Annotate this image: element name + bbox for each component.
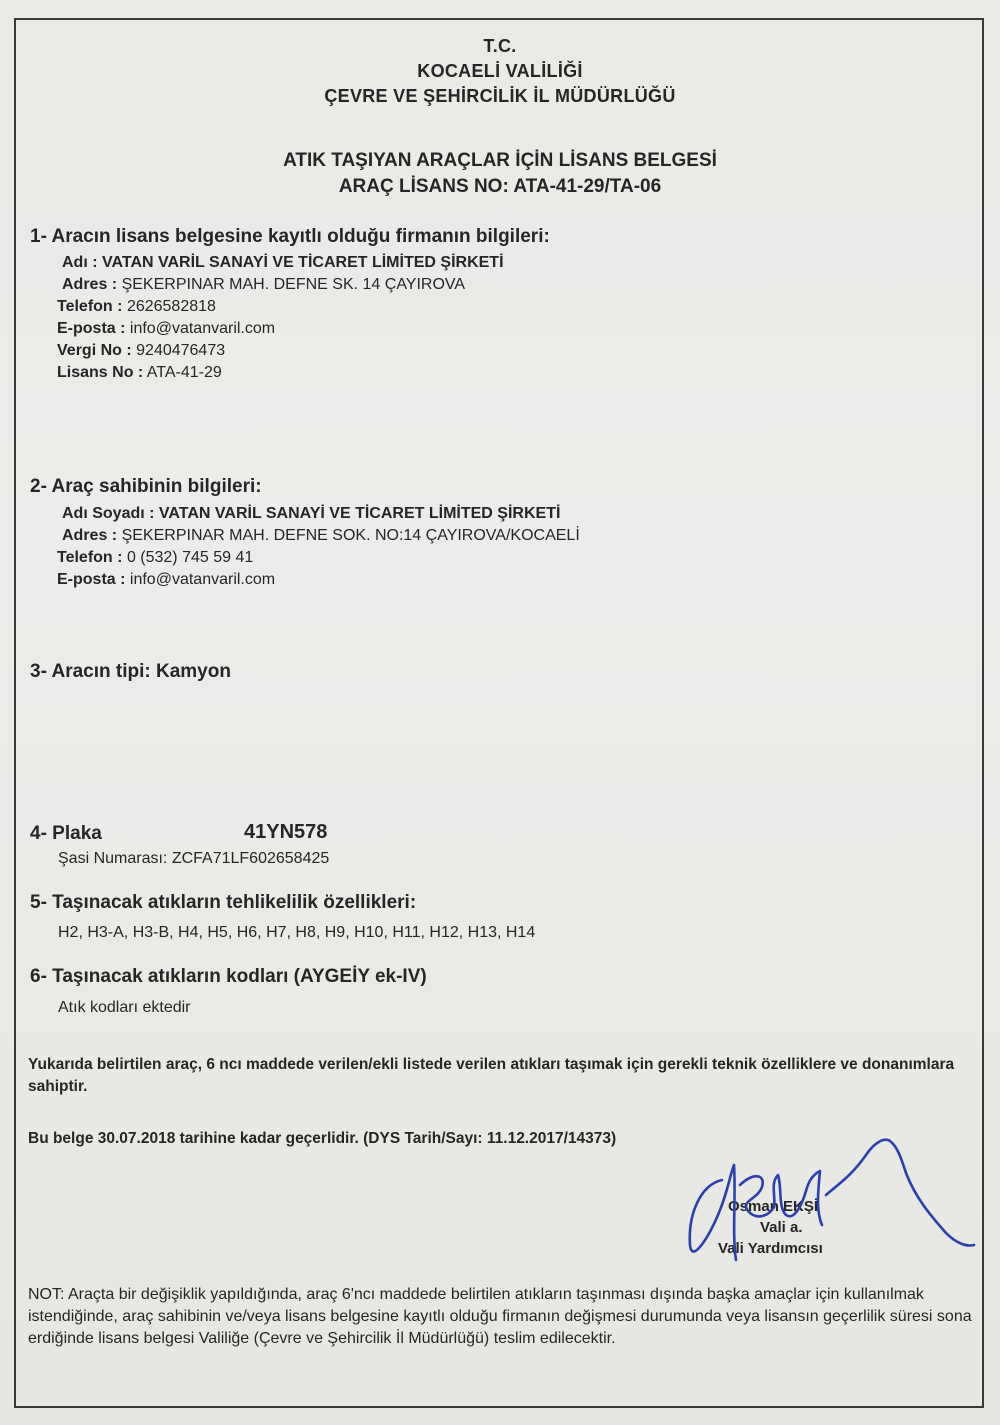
section5-heading: 5- Taşınacak atıkların tehlikelilik özellikleri: [30, 892, 417, 913]
signatory-title-deputy: Vali Yardımcısı [718, 1240, 823, 1257]
compliance-statement: Yukarıda belirtilen araç, 6 ncı maddede verilen/ekli listede verilen atıkları taşımak için gerekli teknik özelliklere ve donanımlara sahiptir. [28, 1056, 955, 1095]
section1-license-row [57, 364, 222, 382]
signatory-name: Osman EKŞİ [728, 1198, 819, 1215]
section2-heading: 2- Araç sahibinin bilgileri: [30, 476, 262, 497]
section1-address-value: ŞEKERPINAR MAH. DEFNE SK. 14 ÇAYIROVA [121, 276, 466, 293]
section2-name-value: VATAN VARİL SANAYİ VE TİCARET LİMİTED ŞİRKETİ [158, 505, 561, 522]
waste-codes-text: Atık kodları ektedir [58, 999, 191, 1016]
section2-email-value: info@vatanvaril.com [129, 571, 276, 588]
section1-tax-row [57, 342, 225, 360]
validity-statement: Bu belge 30.07.2018 tarihine kadar geçerlidir. (DYS Tarih/Sayı: 11.12.2017/14373) [28, 1130, 617, 1147]
license-number-title: ARAÇ LİSANS NO: ATA-41-29/TA-06 [338, 176, 662, 197]
section1-email-label: E-posta : [57, 320, 126, 337]
section1-phone-label: Telefon : [57, 298, 123, 315]
section1-name-row [62, 254, 504, 272]
section2-email-row [57, 571, 275, 589]
header-line-valilik: KOCAELİ VALİLİĞİ [417, 61, 583, 81]
handwritten-signature [670, 1125, 1000, 1275]
section2-name-label: Adı Soyadı : [62, 505, 155, 522]
section2-phone-row [57, 549, 253, 567]
section1-address-row [62, 276, 465, 294]
section1-tax-label: Vergi No : [57, 342, 132, 359]
section1-address-label: Adres : [62, 276, 118, 293]
section2-phone-value: 0 (532) 745 59 41 [126, 549, 254, 566]
signature-stroke [690, 1140, 974, 1260]
section1-phone-row [57, 298, 216, 316]
section3-vehicle-type: 3- Aracın tipi: Kamyon [30, 661, 231, 682]
section1-phone-value: 2626582818 [126, 298, 216, 315]
return-notice: NOT: Araçta bir değişiklik yapıldığında, araç 6'ncı maddede belirtilen atıkların taşınması dışında başka amaçlar için kullanılmak istendiğinde, araç sahibinin ve/veya lisans belgesine kayıtlı olduğu firmanın değişmesi durumunda veya lisansın geçerlilik süresi sona erdiğinde lisans belgesi Valiliğe (Çevre ve Şehircilik İl Müdürlüğü) teslim edilecektir. [28, 1286, 972, 1347]
section2-address-row [62, 527, 580, 545]
section2-phone-label: Telefon : [57, 549, 123, 566]
section1-name-value: VATAN VARİL SANAYİ VE TİCARET LİMİTED ŞİRKETİ [102, 254, 504, 271]
section1-tax-value: 9240476473 [136, 342, 226, 359]
signatory-title-vali: Vali a. [760, 1219, 803, 1236]
hazard-properties-list: H2, H3-A, H3-B, H4, H5, H6, H7, H8, H9, H10, H11, H12, H13, H14 [58, 924, 536, 941]
header-line-tc: T.C. [483, 36, 517, 56]
section1-heading: 1- Aracın lisans belgesine kayıtlı olduğu firmanın bilgileri: [30, 226, 550, 247]
section2-name-row [62, 505, 560, 523]
header-line-mudurluk: ÇEVRE VE ŞEHİRCİLİK İL MÜDÜRLÜĞÜ [324, 86, 676, 106]
chassis-number: Şasi Numarası: ZCFA71LF602658425 [58, 850, 330, 867]
section6-heading: 6- Taşınacak atıkların kodları (AYGEİY ek-IV) [30, 966, 427, 987]
section4-heading: 4- Plaka [30, 823, 102, 844]
plate-number: 41YN578 [244, 821, 328, 843]
section2-address-value: ŞEKERPINAR MAH. DEFNE SOK. NO:14 ÇAYIROVA/KOCAELİ [121, 527, 580, 544]
section1-name-label: Adı : [62, 254, 98, 271]
section2-address-label: Adres : [62, 527, 118, 544]
section1-license-value: ATA-41-29 [146, 364, 222, 381]
section1-email-row [57, 320, 275, 338]
section1-license-label: Lisans No : [57, 364, 144, 381]
section1-email-value: info@vatanvaril.com [129, 320, 276, 337]
document-title: ATIK TAŞIYAN ARAÇLAR İÇİN LİSANS BELGESİ [283, 150, 717, 171]
section2-email-label: E-posta : [57, 571, 126, 588]
